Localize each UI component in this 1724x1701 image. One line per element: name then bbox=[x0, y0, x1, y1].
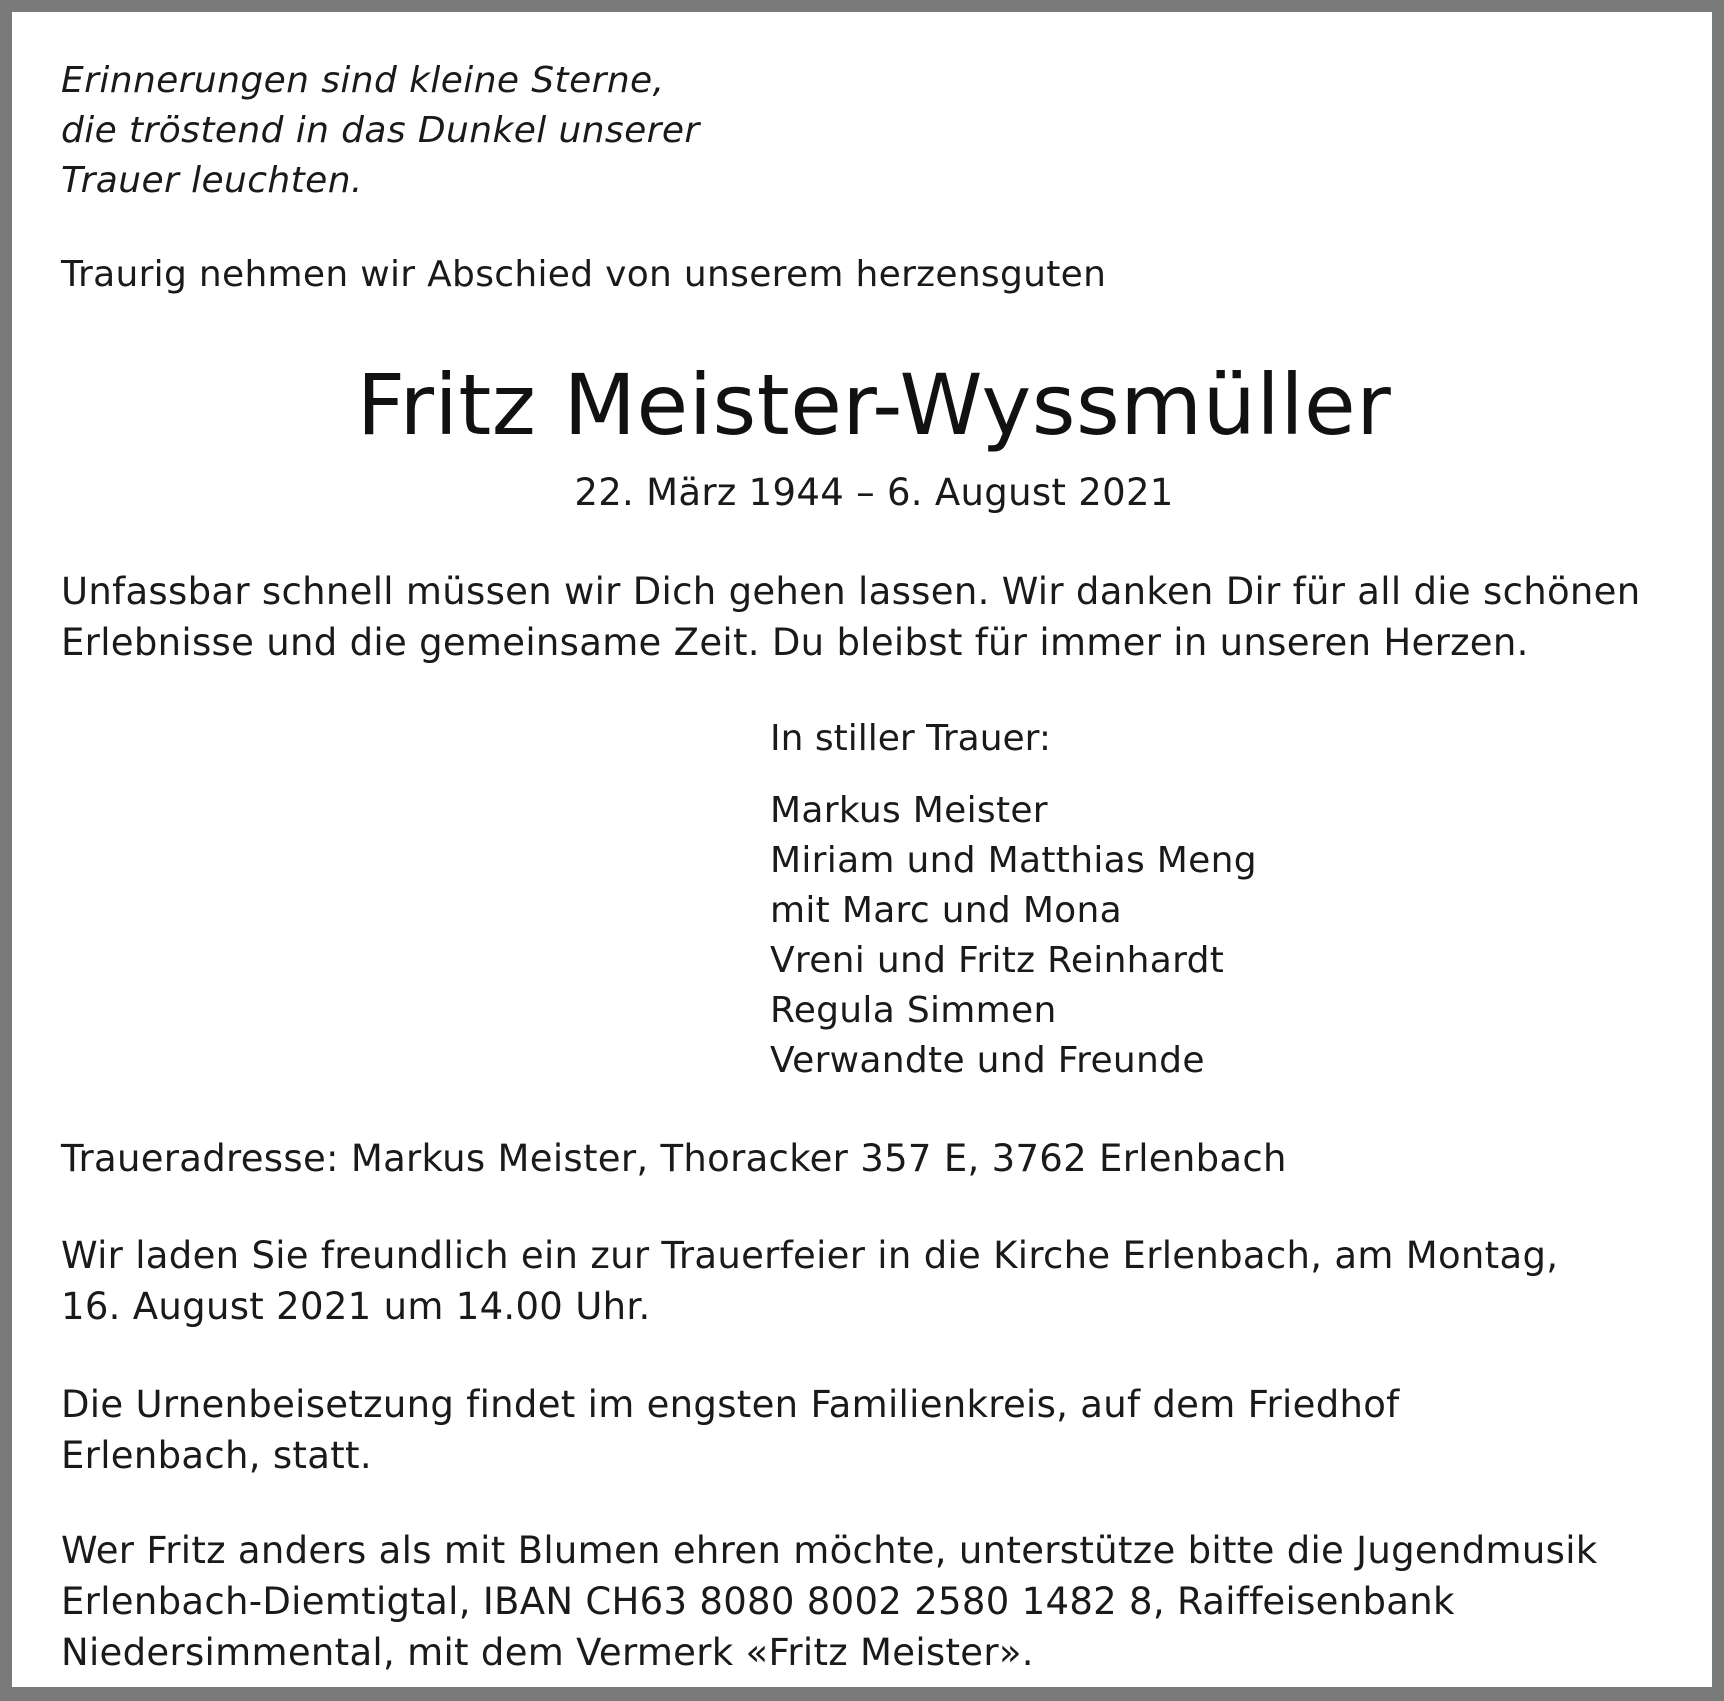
mourner-name: Verwandte und Freunde bbox=[770, 1040, 1205, 1081]
poem-line: Erinnerungen sind kleine Sterne, bbox=[61, 60, 665, 101]
life-dates: 22. März 1944 – 6. August 2021 bbox=[574, 471, 1174, 514]
tribute-line: Unfassbar schnell müssen wir Dich gehen lassen. Wir danken Dir für all die schönen bbox=[61, 570, 1641, 613]
ceremony-line: 16. August 2021 um 14.00 Uhr. bbox=[61, 1285, 651, 1328]
deceased-name: Fritz Meister-Wyssmüller bbox=[356, 356, 1392, 454]
poem-line: die tröstend in das Dunkel unserer bbox=[61, 110, 700, 151]
mourners-list bbox=[770, 786, 1257, 1086]
mourner-name: Regula Simmen bbox=[770, 990, 1057, 1031]
donation-line: Niedersimmental, mit dem Vermerk «Fritz Meister». bbox=[61, 1631, 1034, 1674]
intro-text: Traurig nehmen wir Abschied von unserem herzensguten bbox=[61, 254, 1107, 295]
burial-line: Erlenbach, statt. bbox=[61, 1434, 372, 1477]
donation-info bbox=[61, 1525, 1598, 1678]
ceremony-info bbox=[61, 1230, 1558, 1332]
tribute-text bbox=[61, 566, 1640, 668]
burial-line: Die Urnenbeisetzung findet im engsten Familienkreis, auf dem Friedhof bbox=[61, 1383, 1400, 1426]
mourning-address: Traueradresse: Markus Meister, Thoracker 357 E, 3762 Erlenbach bbox=[61, 1137, 1287, 1180]
donation-line: Erlenbach-Diemtigtal, IBAN CH63 8080 8002 2580 1482 8, Raiffeisenbank bbox=[61, 1580, 1455, 1623]
mourner-name: Miriam und Matthias Meng bbox=[770, 840, 1257, 881]
poem-line: Trauer leuchten. bbox=[61, 160, 363, 201]
mourner-name: mit Marc und Mona bbox=[770, 890, 1122, 931]
mourning-heading: In stiller Trauer: bbox=[770, 718, 1051, 759]
donation-line: Wer Fritz anders als mit Blumen ehren möchte, unterstütze bitte die Jugendmusik bbox=[61, 1529, 1598, 1572]
mourner-name: Vreni und Fritz Reinhardt bbox=[770, 940, 1225, 981]
burial-info bbox=[61, 1379, 1400, 1481]
poem-quote bbox=[61, 56, 700, 206]
tribute-line: Erlebnisse und die gemeinsame Zeit. Du bleibst für immer in unseren Herzen. bbox=[61, 621, 1529, 664]
ceremony-line: Wir laden Sie freundlich ein zur Trauerfeier in die Kirche Erlenbach, am Montag, bbox=[61, 1234, 1559, 1277]
mourner-name: Markus Meister bbox=[770, 790, 1048, 831]
